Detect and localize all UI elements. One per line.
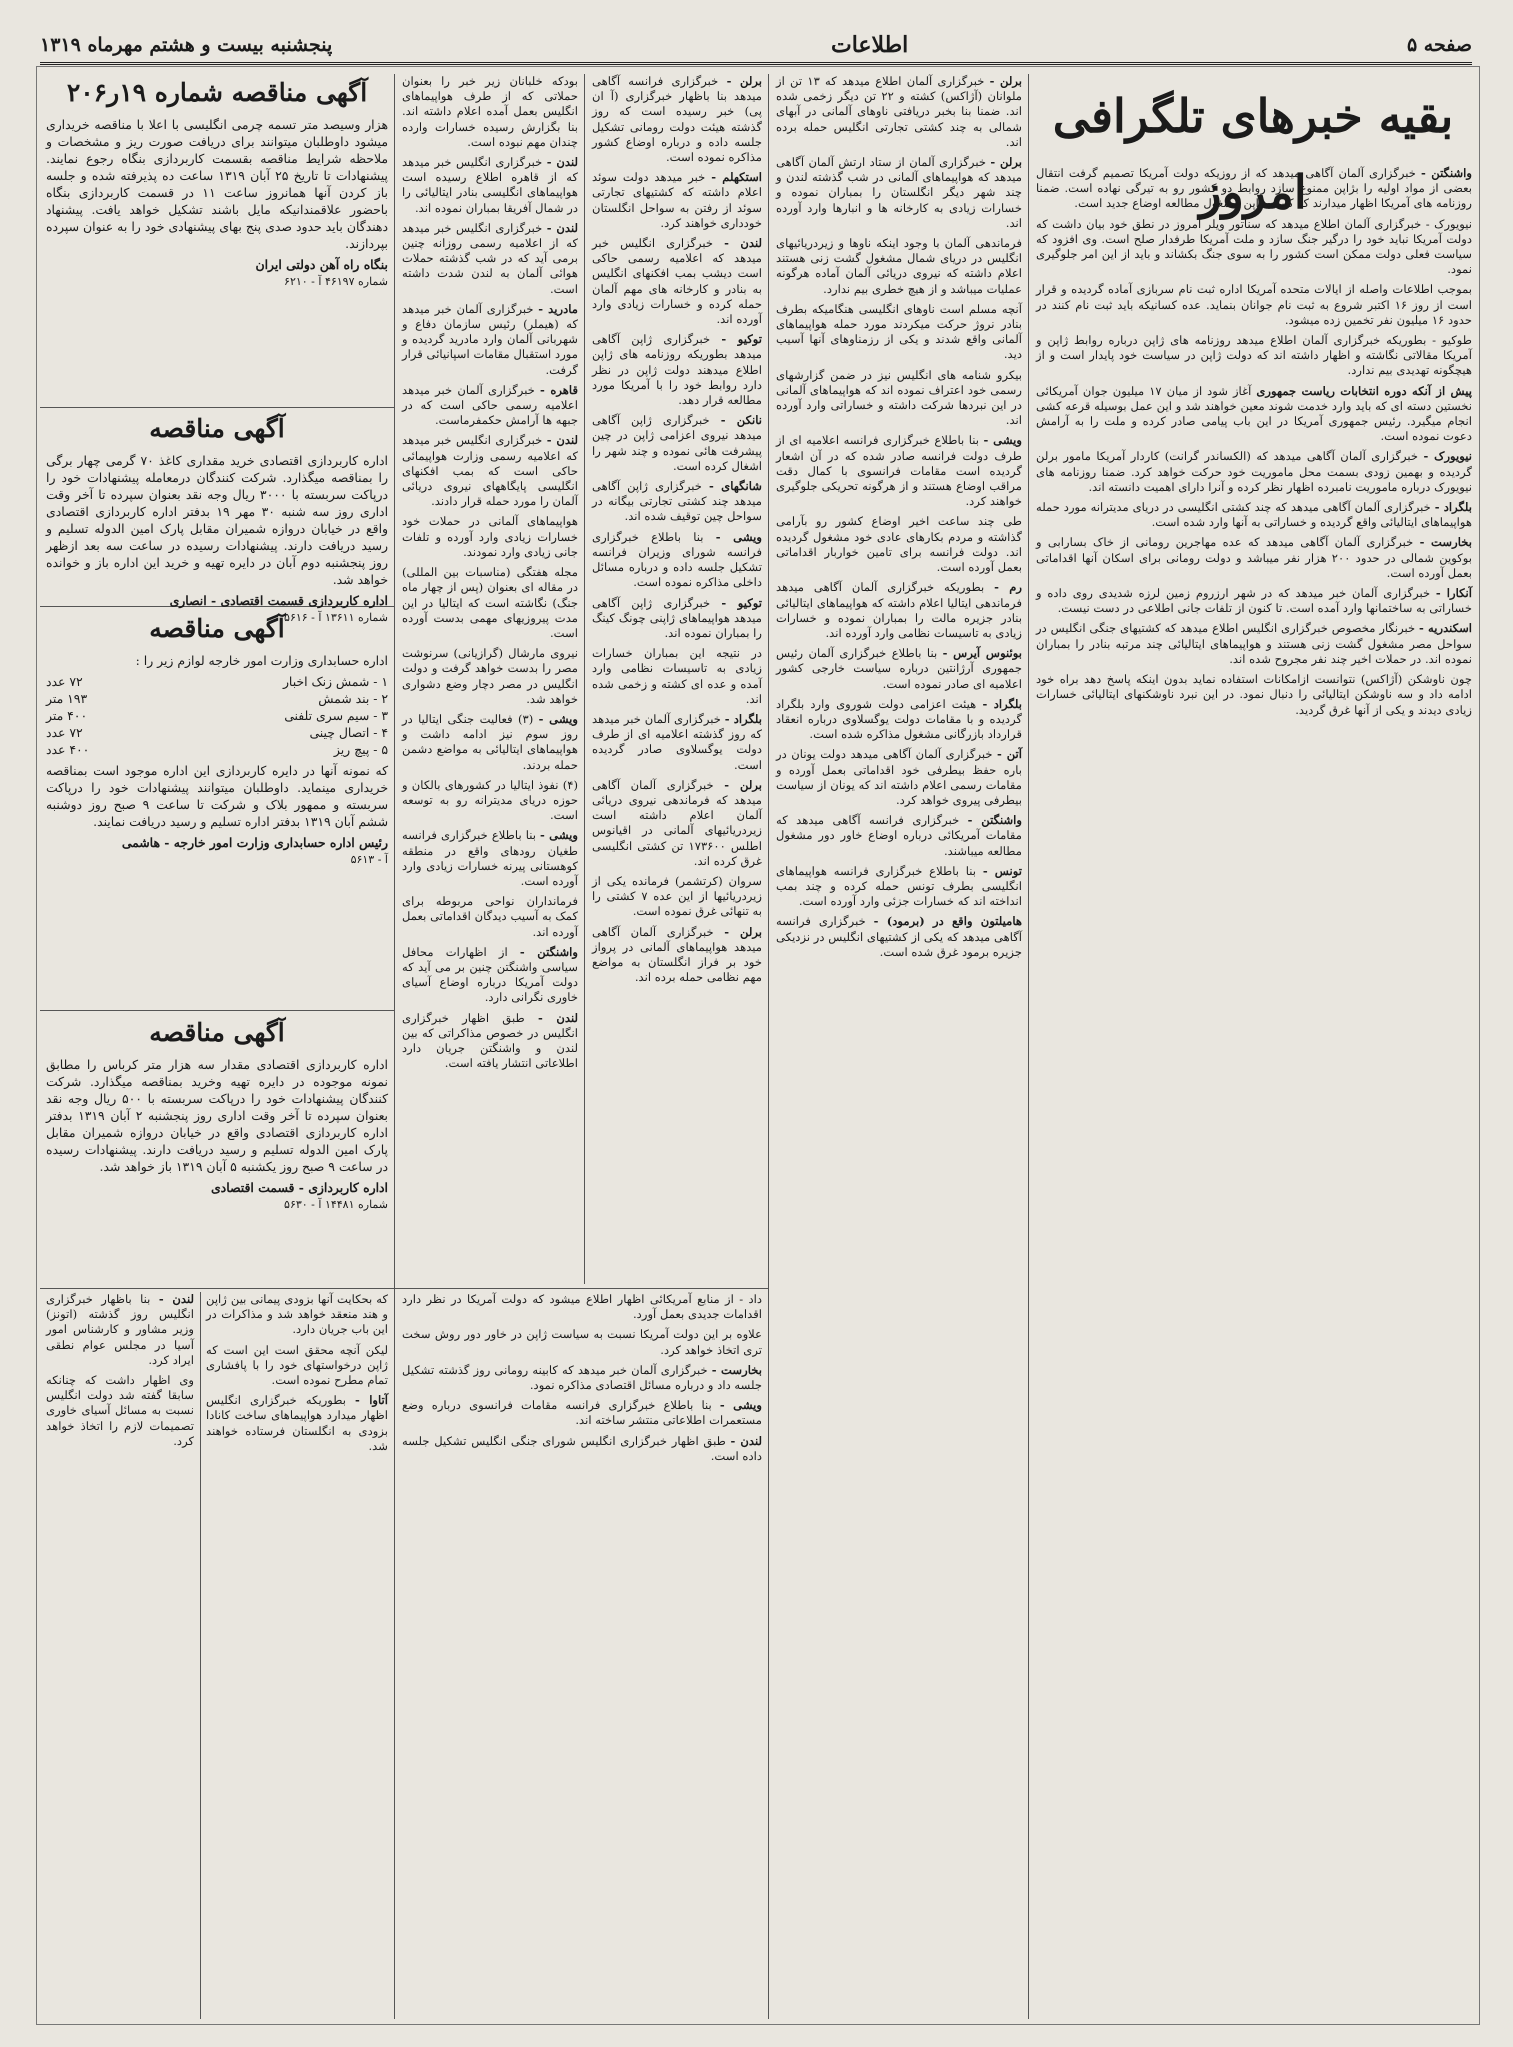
news-item: هواپیماهای آلمانی در حملات خود خسارات زیادی وارد آورده و تلفات جانی زیادی وارد نمودند. [402, 514, 578, 559]
news-item: واشنگتن - خبرگزاری فرانسه آگاهی میدهد که مقامات آمریکائی درباره اوضاع خاور دور مشغول مطالعه میباشند. [776, 813, 1023, 858]
news-item: واشنگتن - از اظهارات محافل سیاسی واشنگتن چنین بر می آید که دولت آمریکا درباره اوضاع آسیای خاوری نگرانی دارد. [402, 944, 579, 1005]
page-number: صفحه ۵ [1406, 34, 1472, 56]
news-item: بلگراد - هیئت اعزامی دولت شوروی وارد بلگراد گردیده و با مقامات دولت یوگسلاوی درباره انعقاد قرارداد بازرگانی مشغول مذاکره شده است. [776, 696, 1022, 742]
news-item: طی چند ساعت اخیر اوضاع کشور رو بآرامی گذاشته و مردم بکارهای عادی خود مشغول گردیده اند. دولت فرانسه برای تامین خواربار اقداماتی بعمل آورده است. [776, 514, 1022, 575]
news-item: لندن - خبرگزاری انگلیس خبر میدهد که اعلامیه رسمی حاکی است دیشب بمب افکنهای انگلیس به بنادر و کارخانه های مهم آلمان حمله کرده و خسارات زیادی وارد آورده اند. [592, 236, 763, 327]
ad-signature: رئیس اداره حسابداری وزارت امور خارجه - هاشمی [121, 835, 388, 850]
masthead [40, 28, 1472, 65]
news-column-3 [592, 74, 762, 1284]
ad-body: که نمونه آنها در دایره کاربردازی این اداره موجود است بمناقصه خریداری مینماید. داوطلبان میتوانند پیشنهادات خود را درپاکت سربسته و ممهور بلاک و شرکت تا ساعت ۹ صبح روز دوشنبه ششم آبان ۱۳۱۹ بدفتر اداره تسلیم و رسید دریافت نمایند. [46, 763, 388, 829]
ad-title: آگهی مناقصه [149, 414, 285, 443]
news-item: بلگراد - خبرگزاری آلمان خبر میدهد که روز گذشته اعلامیه ای از طرف دولت یوگسلاوی صادر گردیده است. [592, 711, 762, 772]
news-item: آتن - خبرگزاری آلمان آگاهی میدهد دولت یونان در باره حفظ بیطرفی خود اقداماتی بعمل آورده و مقامات رسمی اعلام داشته اند که یونان از سیاست بیطرفی پیروی خواهد کرد. [776, 747, 1023, 807]
news-item: لندن - طبق اظهار خبرگزاری انگلیس شورای جنگی انگلیس تشکیل جلسه داده است. [402, 1433, 763, 1463]
ad-signature: اداره کاربردازی قسمت اقتصادی - انصاری [169, 593, 388, 608]
news-column-1 [1036, 166, 1472, 2019]
news-item: مجله هفتگی (مناسبات بین المللی) در مقاله ای بعنوان (پس از چهار ماه جنگ) نگاشته است که ایتالیا در این مدت پیروزیهای مهمی بدست آورده است. [402, 565, 578, 640]
news-item: چون ناوشکن (آژاکس) نتوانست ازامکانات استفاده نماید بدون اینکه پاسخ دهد براه خود ادامه داد و سه ناوشکن ایتالیائی را دنبال نمود. در این نبرد ناوشکنهای ایتالیائی خسارات زیادی دیدند و یکی از آنها غرق گردید. [1036, 672, 1472, 717]
news-item: بخارست - خبرگزاری آلمان آگاهی میدهد که عده مهاجرین رومانی از خاک بسارابی و بوکوین شمالی در حدود ۲۰۰ هزار نفر میباشد و دولت رومانی برای اسکان آنها اقداماتی بعمل آورده است. [1036, 535, 1472, 580]
news-item: لندن - بنا باظهار خبرگزاری انگلیس روز گذشته (اتونز) وزیر مشاور و کارشناس امور آسیا در مجلس عوام نطقی ایراد کرد. [46, 1292, 195, 1367]
news-item: شانگهای - خبرگزاری ژاپن آگاهی میدهد چند کشتی تجارتی بیگانه در سواحل چین توقیف شده اند. [592, 479, 763, 524]
news-item: نیروی مارشال (گرازیانی) سرنوشت مصر را بدست خواهد گرفت و دولت انگلیس در مصر دچار وضع دشواری خواهد شد. [402, 646, 578, 706]
news-item: نیویورک - خبرگزاری آلمان اطلاع میدهد که سناتور ویلر امروز در نطق خود بیان داشت که دولت آمریکا نباید خود را درگیر جنگ سازد و ملت آمریکا طرفدار صلح است. وی افزود که سیاست فعلی دولت ممکن است کشور را به سوی جنگ بکشاند و باید از این امر جلوگیری نمود. [1036, 216, 1472, 277]
list-item: ۴ - اتصال چینی ۷۲ عدد [46, 725, 388, 740]
news-item: توکیو - خبرگزاری ژاپن آگاهی میدهد بطوریکه روزنامه های ژاپن اطلاع میدهند دولت ژاپن در نظر دارد روابط خود را با آمریکا مورد مطالعه قرار دهد. [592, 332, 762, 408]
news-item: بلگراد - خبرگزاری آلمان آگاهی میدهد که چند کشتی انگلیسی در دریای مدیترانه مورد حمله هواپیماهای ایتالیائی واقع گردیده و خساراتی به آنها وارد شده است. [1036, 500, 1472, 530]
news-item: بودکه خلبانان زیر خبر را بعنوان حملاتی که از طرف هواپیماهای انگلیس بعمل آمده اعلام داشته اند. بنا بگزارش رسیده خسارات وارده چندان مهم نبوده است. [402, 74, 578, 149]
news-item: نانکن - خبرگزاری ژاپن آگاهی میدهد نیروی اعزامی ژاپن در چین پیشرفت هائی نموده و چند شهر را اشغال کرده است. [592, 413, 763, 473]
ad-code: شماره ۱۴۴۸۱ آ - ۵۶۳۰ [284, 1198, 388, 1211]
news-item: توکیو - خبرگزاری ژاپن آگاهی میدهد هواپیماهای ژاپنی چونگ کینگ را بمباران نموده اند. [592, 595, 762, 640]
ad-body: اداره کاربردازی اقتصادی مقدار سه هزار متر کرباس را مطابق نمونه موجوده در دایره تهیه وخرید بمناقصه میگذارد. شرکت کنندگان پیشنهادات خود را درپاکت سربسته با ۵۰۰ ریال وجه نقد بعنوان سپرده تا آخر وقت اداری روز پنجشنبه ۲ آبان ۱۳۱۹ بدفتر اداره کاربردازی اقتصادی واقع در خیابان دروازه شمیران مقابل پارک امین الدوله تسلیم و رسید دریافت دارند. پیشنهادات رسیده در ساعت ۹ صبح روز یکشنبه ۵ آبان ۱۳۱۹ باز خواهد شد. [46, 1057, 388, 1174]
news-item: ویشی - بنا باطلاع خبرگزاری فرانسه شورای وزیران فرانسه تشکیل جلسه داده و درباره مسائل داخلی مذاکره نموده است. [592, 529, 763, 590]
news-item: قاهره - خبرگزاری آلمان خبر میدهد اعلامیه رسمی حاکی است که در جبهه ها آرامش حکمفرماست. [402, 382, 578, 428]
ad-rule [40, 407, 394, 408]
ad-signature: اداره کاربردازی - قسمت اقتصادی [210, 1180, 388, 1195]
news-column-2 [776, 74, 1022, 2019]
news-column-6 [206, 1292, 388, 2019]
news-item: فرماندهی آلمان با وجود اینکه ناوها و زیردریائیهای انگلیس در دریای شمال مشغول گشت زنی هستند اعلام داشته که نیروی دریائی آلمان آماده هرگونه عملیات میباشد و از هیچ خطری بیم ندارد. [776, 236, 1022, 296]
news-item: آنکارا - خبرگزاری آلمان خبر میدهد که در شهر ارزروم زمین لرزه شدیدی روی داده و خساراتی به ساختمانها وارد آمده است. تا کنون از تلفات جانی اطلاعی در دست نیست. [1036, 586, 1472, 616]
column-rule [200, 1292, 201, 2019]
section-rule [394, 1288, 768, 1289]
news-item: لندن - خبرگزاری انگلیس خبر میدهد که اعلامیه رسمی وزارت هواپیمائی حاکی است که بمب افکنهای انگلیسی پایگاههای نیروی دریائی آلمان را مورد حمله قرار دادند. [402, 433, 579, 509]
news-item: لندن - طبق اظهار خبرگزاری انگلیس در خصوص مذاکراتی که بین لندن و واشنگتن جریان دارد اطلاعاتی انتشار یافته است. [402, 1010, 578, 1071]
news-item: آنچه مسلم است ناوهای انگلیسی هنگامیکه بطرف بنادر نروژ حرکت میکردند مورد حمله هواپیماهای آلمانی واقع شدند و یکی از رزمناوهای آنها آسیب دید. [776, 301, 1022, 362]
column-rule [1028, 74, 1029, 2019]
ad-body: هزار وسیصد متر تسمه چرمی انگلیسی با اعلا با مناقصه خریداری میشود داوطلبان میتوانند برای دریافت صورت ریز و مشخصات و ملاحظه شرایط مناقصه بقسمت کاربردازی بنگاه رجوع نمایند. پیشنهادات تا تاریخ ۲۵ آبان ۱۳۱۹ ساعت ده پذیرفته شده و جلسه باز کردن آنها همانروز ساعت ۱۱ در قسمت کاربردازی بنگاه باحضور علاقمندانیکه مایل باشند تشکیل خواهد یافت. پیشنهاد دهندگان باید حدود صدی پنج بهای پیشنهادی خود را به عنوان سپرده بپردازند. [46, 117, 388, 251]
news-item: بخارست - خبرگزاری آلمان خبر میدهد که کابینه رومانی روز گذشته تشکیل جلسه داد و درباره مسائل اقتصادی مذاکره نمود. [402, 1362, 762, 1393]
news-item: در نتیجه این بمباران خسارات زیادی به تاسیسات نظامی وارد آمده و عده ای کشته و زخمی شده اند. [592, 646, 762, 706]
news-item: علاوه بر این دولت آمریکا نسبت به سیاست ژاپن در خاور دور روش سخت تری اتخاذ خواهد کرد. [402, 1327, 762, 1357]
list-item: ۳ - سیم سری تلفنی ۴۰۰ متر [46, 708, 388, 723]
news-item: لیکن آنچه محقق است این است که ژاپن درخواستهای خود را با پافشاری تمام مطرح نموده است. [206, 1342, 388, 1388]
column-rule [768, 74, 769, 2019]
news-item: که بحکایت آنها بزودی پیمانی بین ژاپن و هند منعقد خواهد شد و مذاکرات در این باب جریان دارد. [206, 1292, 388, 1337]
tender-ad-2 [46, 412, 389, 624]
news-item: ویشی - بنا باطلاع خبرگزاری فرانسه طغیان رودهای واقع در منطقه کوهستانی پیرنه خسارات زیادی وارد آورده است. [402, 828, 578, 888]
news-column-5 [402, 1292, 762, 2019]
ad-code: شماره ۴۶۱۹۷ آ - ۶۲۱۰ [284, 275, 388, 288]
news-item: مادرید - خبرگزاری آلمان خبر میدهد که (هیملر) رئیس سازمان دفاع و شهربانی آلمان وارد مادرید گردیده و مورد استقبال مقامات اسپانیائی قرار گرفت. [402, 301, 578, 377]
news-item: طوکیو - بطوریکه خبرگزاری آلمان اطلاع میدهد روزنامه های ژاپن درباره روابط ژاپن و آمریکا مقالاتی نگاشته و اظهار داشته اند که دولت ژاپن در سیاست خود پایدار است و از هیچگونه تهدیدی بیم ندارد. [1036, 333, 1472, 378]
news-item: برلن - خبرگزاری فرانسه آگاهی میدهد بنا باظهار خبرگزاری (آ ان پی) خبر رسیده است که روز گذشته هیئت دولت رومانی تشکیل جلسه داده و درباره اوضاع کشور مذاکره نموده است. [592, 74, 762, 165]
main-headline: بقیه خبرهای تلگرافی امروز [1052, 89, 1454, 219]
news-item: لندن - خبرگزاری انگلیس خبر میدهد که از اعلامیه رسمی روزانه چنین برمی آید که در شب گذشته حملات هوائی آلمان به لندن شدت داشته است. [402, 220, 579, 296]
news-item: نیویورک - خبرگزاری آلمان آگاهی میدهد که (الکساندر گرانت) کاردار آمریکا مامور برلن گردیده و بهمین زودی بسمت محل ماموریت خود حرکت خواهد کرد. ضمنا روزنامه های نیویورک درباره ماموریت نامبرده اظهار نظر کرده و آنرا دارای اهمیت دانسته اند. [1036, 449, 1472, 494]
ad-title: آگهی مناقصه شماره ۱۹ر۲۰۶ [66, 78, 368, 107]
news-item: برلن - خبرگزاری آلمان آگاهی میدهد که فرماندهی نیروی دریائی آلمان اعلام داشته است زیردریائیهای آلمانی در اقیانوس اطلس ۱۷۳۶۰۰ تن کشتی انگلیسی غرق کرده اند. [592, 777, 762, 868]
paper-name: اطلاعات [830, 32, 909, 58]
ad-title: آگهی مناقصه [149, 614, 285, 643]
news-item: بوئنوس آیرس - بنا باطلاع خبرگزاری آلمان رئیس جمهوری آرژانتین درباره سیاست خارجی کشور اعلامیه ای صادر نموده است. [776, 646, 1022, 691]
ad-title: آگهی مناقصه [149, 1018, 285, 1047]
ad-code: آ - ۵۶۱۳ [350, 853, 388, 866]
news-item: ویشی - (۳) فعالیت جنگی ایتالیا در روز سوم نیز ادامه داشت و هواپیماهای ایتالیائی به مواضع دشمن حمله بردند. [402, 711, 578, 772]
tender-ad-1 [46, 76, 388, 402]
news-item: هامیلتون واقع در (برمود) - خبرگزاری فرانسه آگاهی میدهد که یکی از کشتیهای انگلیس در نزدیکی جزیره برمود غرق شده است. [776, 914, 1023, 959]
list-item: ۲ - بند شمش ۱۹۳ متر [46, 691, 388, 706]
news-item: ویشی - بنا باطلاع خبرگزاری فرانسه اعلامیه ای از طرف دولت فرانسه صادر شده که در آن اشعار گردیده است مقامات فرانسوی با کمال دقت مراقب اوضاع هستند و از هرگونه تحریکی جلوگیری خواهند کرد. [776, 433, 1022, 509]
tender-ad-4 [46, 1016, 388, 1284]
news-item: برلن - خبرگزاری آلمان اطلاع میدهد که ۱۳ تن از ملوانان (آژاکس) کشته و ۲۲ تن دیگر زخمی شده اند. ضمنا بنا بخبر دریافتی ناوهای آلمانی در آبهای شمالی به چند کشتی تجارتی انگلیس حمله برده اند. [776, 74, 1022, 149]
news-column-4 [402, 74, 578, 1284]
news-item: اسکندریه - خبرنگار مخصوص خبرگزاری انگلیس اطلاع میدهد که کشتیهای جنگی انگلیس در سواحل مصر مشغول گشت زنی هستند و هواپیماهای ایتالیائی چند مرتبه بنادر را بمباران نموده اند. در حملات اخیر چند نفر مجروح شده اند. [1036, 621, 1473, 666]
news-item: سروان (کرتشمر) فرمانده یکی از زیردریائیها از این عده ۷ کشتی را به تنهائی غرق نموده است. [592, 873, 762, 919]
news-item: (۴) نفوذ ایتالیا در کشورهای بالکان و حوزه دریای مدیترانه رو به توسعه است. [402, 777, 578, 823]
news-item: داد - از منابع آمریکائی اظهار اطلاع میشود که دولت آمریکا در نظر دارد اقدامات جدیدی بعمل آورد. [402, 1292, 762, 1322]
news-item: برلن - خبرگزاری آلمان آگاهی میدهد هواپیماهای آلمانی در پرواز خود بر فراز انگلستان به مواضع مهم نظامی حمله برده اند. [592, 924, 762, 985]
news-item: بیکرو شنامه های انگلیس نیز در ضمن گزارشهای رسمی خود اعتراف نموده اند که هواپیماهای آلمانی در این نبردها شرکت داشته و خساراتی وارد آورده اند. [776, 367, 1022, 428]
news-item: ویشی - بنا باطلاع خبرگزاری فرانسه مقامات فرانسوی درباره وضع مستعمرات اطلاعاتی منتشر ساخته اند. [402, 1398, 763, 1428]
news-item: آتاوا - بطوریکه خبرگزاری انگلیس اظهار میدارد هواپیماهای ساخت کانادا بزودی به انگلستان فرستاده خواهند شد. [206, 1393, 388, 1453]
news-item: استکهلم - خبر میدهد دولت سوئد اعلام داشته که کشتیهای تجارتی سوئد از رفتن به سواحل انگلستان خودداری خواهند کرد. [592, 170, 762, 230]
news-item: وی اظهار داشت که چنانکه سابقا گفته شد دولت انگلیس نسبت به مسائل آسیای خاوری تصمیمات لازم را اتخاذ خواهد کرد. [46, 1373, 194, 1448]
news-item: بموجب اطلاعات واصله از ایالات متحده آمریکا اداره ثبت نام سربازی آماده گردیده و قرار است از روز ۱۶ اکتبر شروع به ثبت نام جوانان بنماید. عده کسانیکه باید ثبت نام کنند در حدود ۱۶ میلیون نفر تخمین زده میشود. [1036, 282, 1472, 327]
ad-signature: بنگاه راه آهن دولتی ایران [255, 257, 388, 272]
list-item: ۵ - پیچ ریز ۴۰۰ عدد [46, 742, 388, 757]
ad-rule [40, 1010, 394, 1011]
column-rule [584, 74, 585, 1284]
section-rule [40, 1288, 394, 1289]
ad-body: اداره کاربردازی اقتصادی خرید مقداری کاغذ ۷۰ گرمی چهار برگی را بمناقصه میگذارد. شرکت کنندگان درمعامله پیشنهادات خود را درپاکت سربسته با ۳۰۰۰ ریال وجه نقد بعنوان سپرده تا آخر وقت اداری روز سه شنبه ۳۰ مهر ۱۹ بدفتر اداره کاربردازی اقتصادی واقع در خیابان دروازه شمیران مقابل پارک امین الدوله تسلیم و رسید دریافت دارند. پیشنهادات رسیده در ساعت سه بعد ازظهر روز پنجشنبه دوم آبان در دایره تهیه و خرید این اداره باز و خوانده خواهد شد. [46, 453, 389, 587]
issue-date: پنجشنبه بیست و هشتم مهرماه ۱۳۱۹ [40, 34, 333, 56]
tender-ad-3 [46, 612, 388, 1006]
news-item: لندن - خبرگزاری انگلیس خبر میدهد که از قاهره اطلاع رسیده است هواپیماهای انگلیسی بنادر ایتالیائی را در شمال آفریقا بمباران نموده اند. [402, 155, 579, 215]
news-item: فرمانداران نواحی مربوطه برای کمک به آسیب دیدگان اقداماتی بعمل آورده اند. [402, 894, 578, 939]
news-item: رم - بطوریکه خبرگزاری آلمان آگاهی میدهد فرماندهی ایتالیا اعلام داشته که هواپیماهای ایتالیائی بنادر جزیره مالت را بمباران نموده و خسارات زیادی به تاسیسات نظامی وارد آورده اند. [776, 580, 1022, 640]
news-item: تونس - بنا باطلاع خبرگزاری فرانسه هواپیماهای انگلیسی بطرف تونس حمله کرده و چند بمب انداخته اند که خسارات جزئی وارد آورده است. [776, 863, 1022, 909]
news-item: پیش از آنکه دوره انتخابات ریاست جمهوری آغاز شود از میان ۱۷ میلیون جوان آمریکائی نخستین دسته ای که باید وارد خدمت شوند معین خواهند شد و این عمل بوسیله قرعه کشی انجام میگیرد. رئیس جمهوری آمریکا در این باب پیامی صادر کرده و ملت را به آرامش دعوت نموده است. [1036, 383, 1472, 444]
list-item: ۱ - شمش زنک اخبار ۷۲ عدد [46, 674, 388, 689]
ad-intro: اداره حسابداری وزارت امور خارجه لوازم زیر را : [135, 653, 388, 668]
item-list [46, 673, 388, 758]
news-item: واشنگتن - خبرگزاری آلمان آگاهی میدهد که از روزیکه دولت آمریکا تصمیم گرفت انتقال بعضی از مواد اولیه را بژاپن ممنوع سازد روابط دو کشور رو به تیرگی نهاده است. ضمنا روزنامه های آمریکا اظهار میدارند که کابینه ژاپن مشغول مطالعه اوضاع جدید است. [1036, 166, 1472, 211]
news-item: برلن - خبرگزاری آلمان از ستاد ارتش آلمان آگاهی میدهد که هواپیماهای آلمانی در شب گذشته لندن و چند شهر دیگر انگلستان را بمباران نموده و خسارات زیادی به کارخانه ها و انبارها وارد آورده اند. [776, 155, 1022, 230]
ad-code: شماره ۱۳۶۱۱ آ - ۵۶۱۶ [284, 611, 388, 624]
news-column-7 [46, 1292, 194, 2019]
column-rule [394, 74, 395, 2019]
